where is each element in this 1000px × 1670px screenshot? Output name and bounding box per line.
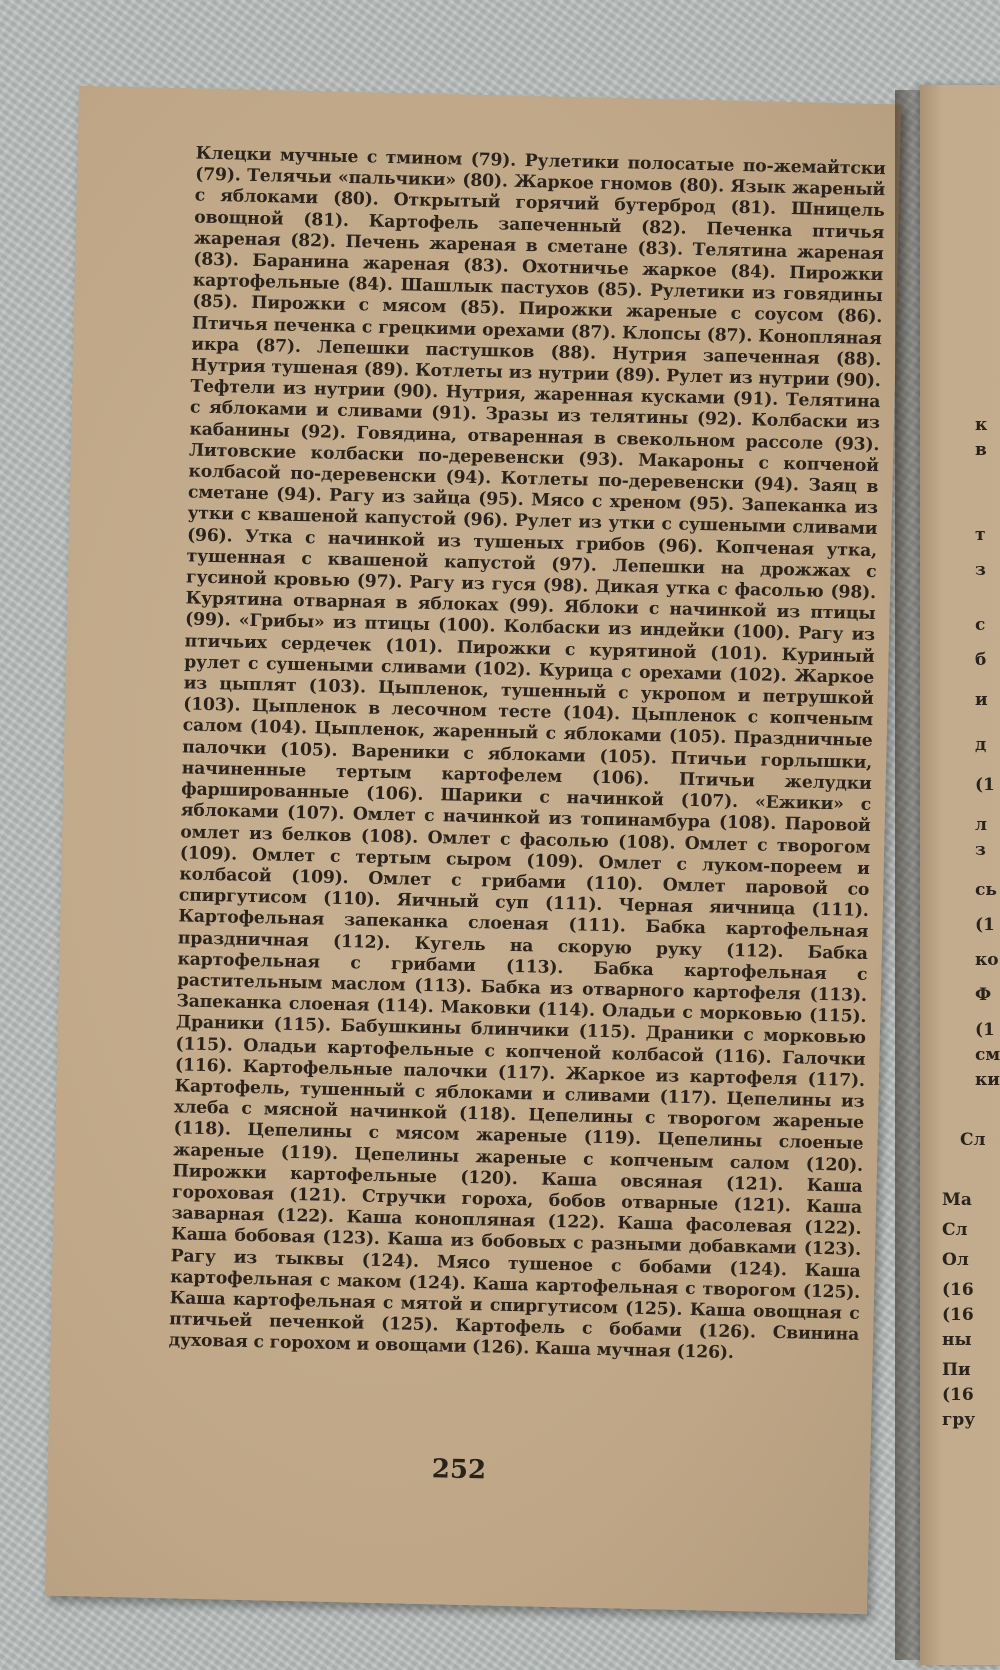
next-page-fragment: (1 xyxy=(975,775,995,795)
next-page-fragment: (1 xyxy=(975,1020,995,1040)
next-page-fragment: с xyxy=(975,615,986,635)
next-page-fragment: Ол xyxy=(942,1250,969,1270)
next-page-fragment: ки xyxy=(975,1070,1000,1090)
next-page-fragment: Сл xyxy=(960,1130,986,1150)
next-page-fragment: т xyxy=(975,525,986,545)
next-page-fragment: (16 xyxy=(942,1280,974,1300)
next-page-fragment: з xyxy=(975,560,986,580)
next-page-fragment: л xyxy=(975,815,987,835)
next-page-fragment: Ф xyxy=(975,985,992,1005)
next-page-fragment: з xyxy=(975,840,986,860)
book-page xyxy=(45,86,901,1614)
next-page-fragment: (1 xyxy=(975,915,995,935)
next-page-edge xyxy=(920,85,1000,1665)
next-page-fragment: ко xyxy=(975,950,999,970)
next-page-text-fragments xyxy=(920,85,1000,1665)
next-page-fragment: (16 xyxy=(942,1305,974,1325)
next-page-fragment: гру xyxy=(942,1410,976,1430)
book-spine-shadow xyxy=(895,90,923,1660)
next-page-fragment: и xyxy=(975,690,988,710)
next-page-fragment: см xyxy=(975,1045,1000,1065)
next-page-fragment: Пи xyxy=(942,1360,971,1380)
next-page-fragment: Ма xyxy=(942,1190,972,1210)
page-body-text: Клецки мучные с тмином (79). Рулетики полосатые по-жемайтски (79). Телячьи «пальчики» (80). Жаркое гномов (80). Язык жареный с яблоками (80). Открытый горячий бутерброд (81). Шницель овощной (81). Картофель запеченный (82). Печенка птичья жареная (82). Печень жареная в сметане (83). Телятина жареная (83). Баранина жареная (83). Охотничье жаркое (84). Пирожки картофельные (84). Шашлык пастухов (85). Рулетики из говядины (85). Пирожки с мясом (85). Пирожки жареные с соусом (86). Птичья печенка с грецкими орехами (87). Клопсы (87). Конопляная икра (87). Лепешки пастушков (88). Нутрия запеченная (88). Нутрия тушеная (89). Котлеты из нутрии (89). Рулет из нутрии (90). Тефтели из нутрии (90). Нутрия, жаренная кусками (91). Телятина с яблоками и сливами (91). Зразы из телятины (92). Колбаски из кабанины (92). Говядина, отваренная в свекольном рассоле (93). Литовские колбаски по-деревенски (93). Макароны с копченой колбасой по-деревенски (94). Котлеты по-деревенски (94). Заяц в сметане (94). Рагу из зайца (95). Мясо с хреном (95). Запеканка из утки с квашеной капустой (96). Рулет из утки с сушеными сливами (96). Утка с начинкой из тушеных грибов (96). Копченая утка, тушенная с квашеной капустой (97). Лепешки на дрожжах с гусиной кровью (97). Рагу из гуся (98). Дикая утка с фасолью (98). Курятина отварная в яблоках (99). Яблоки с начинкой из птицы (99). «Грибы» из птицы (100). Колбаски из индейки (100). Рагу из птичьих сердечек (101). Пирожки с курятиной (101). Куриный рулет с сушеными сливами (102). Курица с орехами (102). Жаркое из цыплят (103). Цыпленок, тушенный с укропом и петрушкой (103). Цыпленок в лесочном тесте (104). Цыпленок с копченым салом (104). Цыпленок, жаренный с яблоками (105). Праздничные палочки (105). Вареники с яблоками (105). Птичьи горлышки, начиненные тертым картофелем (106). Птичьи желудки фаршированные (106). Шарики с начинкой (107). «Ежики» с яблоками (107). Омлет с начинкой из топинамбура (108). Паровой омлет из белков (108). Омлет с фасолью (108). Омлет с творогом (109). Омлет с тертым сыром (109). Омлет с луком-пореем и колбасой (109). Омлет с грибами (110). Омлет паровой со спиргутисом (110). Яичный суп (111). Черная яичница (111). Картофельная запеканка слоеная (111). Бабка картофельная праздничная (112). Кугель на скорую руку (112). Бабка картофельная с грибами (113). Бабка картофельная с растительным маслом (113). Бабка из отварного картофеля (113). Запеканка слоеная (114). Маковки (114). Оладьи с морковью (115). Драники (115). Бабушкины блинчики (115). Драники с морковью (115). Оладьи картофельные с копченой колбасой (116). Галочки (116). Картофельные палочки (117). Жаркое из картофеля (117). Картофель, тушенный с яблоками и сливами (117). Цепелины из хлеба с мясной начинкой (118). Цепелины с творогом жареные (118). Цепелины с мясом жареные (119). Цепелины слоеные жареные (119). Цепелины жареные с копченым салом (120). Пирожки картофельные (120). Каша овсяная (121). Каша гороховая (121). Стручки гороха, бобов отварные (121). Каша заварная (122). Каша конопляная (122). Каша фасолевая (122). Каша бобовая (123). Каша из бобовых с разными добавками (123). Рагу из тыквы (124). Мясо тушеное с бобами (124). Каша картофельная с маком (124). Каша картофельная с творогом (125). Каша картофельная с мятой и спиргутисом (125). Каша овощная с птичьей печенкой (125). Картофель с бобами (126). Свинина духовая с горохом и овощами (126). Каша мучная (126). xyxy=(168,143,886,1364)
next-page-fragment: в xyxy=(975,440,987,460)
next-page-fragment: Сл xyxy=(942,1220,968,1240)
next-page-fragment: б xyxy=(975,650,987,670)
next-page-fragment: к xyxy=(975,415,988,435)
next-page-fragment: сь xyxy=(975,880,997,900)
next-page-fragment: (16 xyxy=(942,1385,974,1405)
page-number: 252 xyxy=(431,1454,487,1486)
next-page-fragment: ны xyxy=(942,1330,972,1350)
next-page-fragment: д xyxy=(975,735,987,755)
